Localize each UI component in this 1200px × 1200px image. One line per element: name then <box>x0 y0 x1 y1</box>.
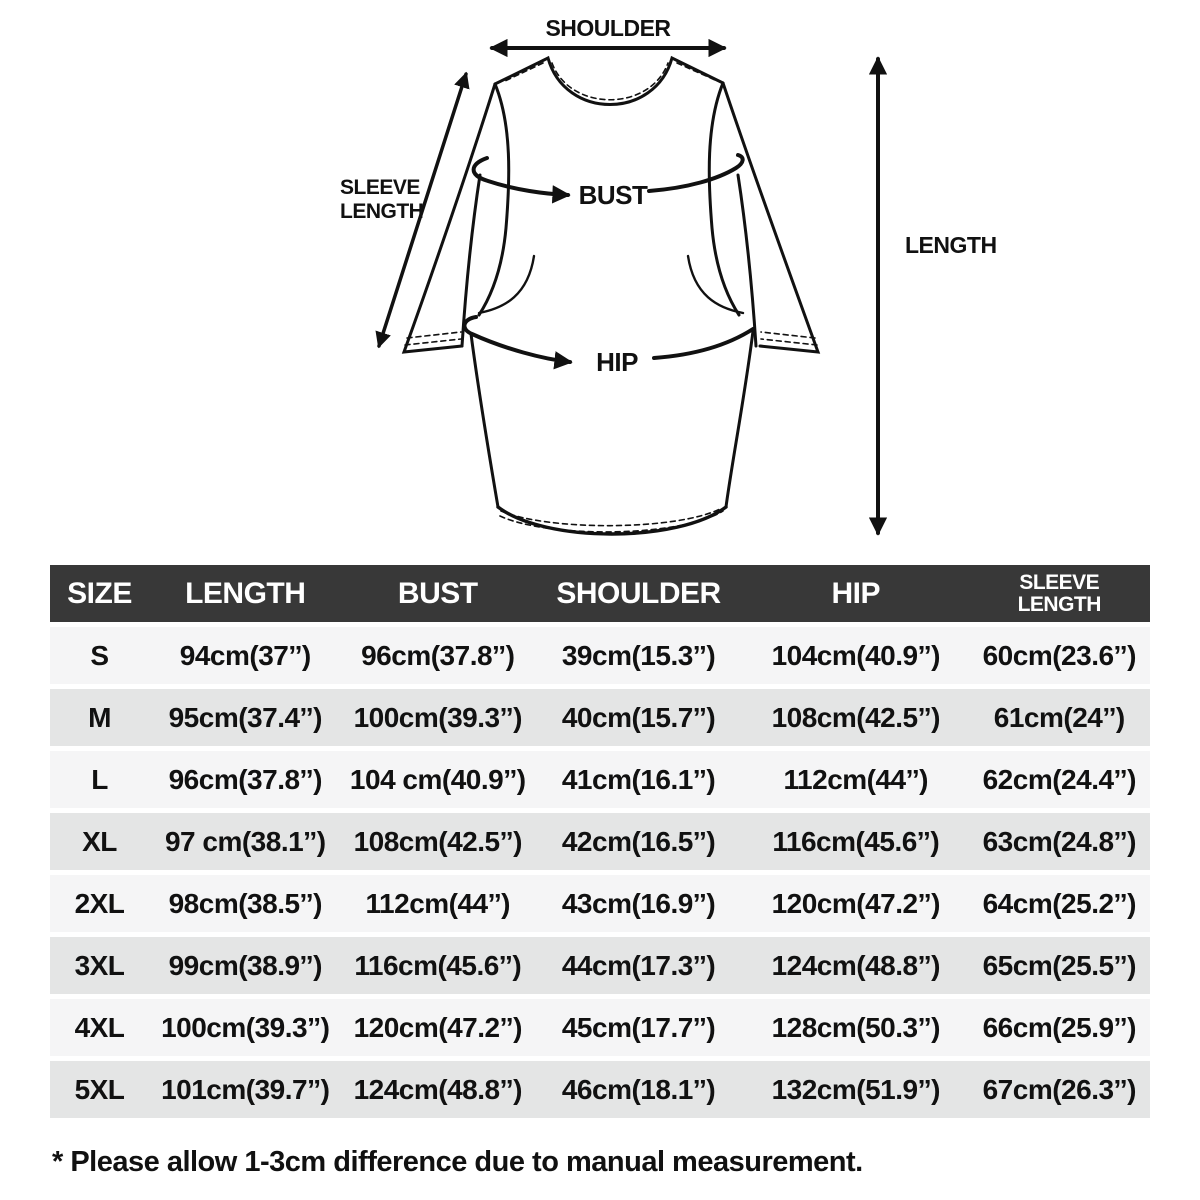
sleeve-value: 60cm(23.6’’) <box>982 639 1136 671</box>
hip-value: 108cm(42.5’’) <box>771 701 940 733</box>
shoulder-value: 43cm(16.9’’) <box>561 887 716 919</box>
sleeve-value: 61cm(24’’) <box>993 701 1125 733</box>
header-bust: BUST <box>397 576 478 610</box>
bust-label: BUST <box>578 180 648 210</box>
hip-line-right <box>654 329 753 358</box>
hip-value: 104cm(40.9’’) <box>771 639 940 671</box>
sleeve-value: 64cm(25.2’’) <box>982 887 1136 919</box>
length-value: 94cm(37’’) <box>179 639 311 671</box>
sleeve-value: 63cm(24.8’’) <box>982 825 1136 857</box>
length-value: 96cm(37.8’’) <box>168 763 322 795</box>
size-value: 4XL <box>74 1011 125 1043</box>
table-row-xl <box>50 813 1150 870</box>
table-row-2xl <box>50 875 1150 932</box>
bust-value: 108cm(42.5’’) <box>353 825 522 857</box>
sleeve-value: 65cm(25.5’’) <box>982 949 1136 981</box>
length-value: 98cm(38.5’’) <box>168 887 322 919</box>
table-row-3xl <box>50 937 1150 994</box>
shoulder-value: 40cm(15.7’’) <box>561 701 716 733</box>
size-value: 3XL <box>74 949 125 981</box>
header-sleeve-length <box>969 565 1151 622</box>
header-sleeve-line2: LENGTH <box>1017 592 1101 616</box>
header-size: SIZE <box>67 576 132 610</box>
hip-value: 116cm(45.6’’) <box>772 825 940 857</box>
size-value: M <box>88 701 111 733</box>
bust-line-right <box>649 155 743 191</box>
bust-value: 112cm(44’’) <box>365 887 510 919</box>
shoulder-value: 39cm(15.3’’) <box>561 639 716 671</box>
hip-value: 120cm(47.2’’) <box>771 887 940 919</box>
shoulder-value: 41cm(16.1’’) <box>561 763 716 795</box>
hip-arrow-left <box>464 317 570 362</box>
length-label: LENGTH <box>905 232 997 258</box>
size-value: XL <box>82 825 117 857</box>
size-value: 2XL <box>74 887 125 919</box>
size-value: 5XL <box>74 1073 125 1105</box>
table-row-s <box>50 627 1150 684</box>
measurement-disclaimer-note: * Please allow 1-3cm difference due to manual measurement. <box>52 1146 863 1178</box>
header-shoulder: SHOULDER <box>556 576 721 610</box>
bust-value: 104 cm(40.9’’) <box>349 763 526 795</box>
bust-arrow-left <box>474 158 568 195</box>
hip-label: HIP <box>596 347 638 377</box>
header-hip: HIP <box>831 576 880 610</box>
sleeve-length-label-line1: SLEEVE <box>340 176 420 199</box>
table-row-4xl <box>50 999 1150 1056</box>
sleeve-value: 66cm(25.9’’) <box>982 1011 1136 1043</box>
bust-value: 120cm(47.2’’) <box>353 1011 522 1043</box>
garment-outline-drawing <box>404 58 818 534</box>
sleeve-value: 62cm(24.4’’) <box>982 763 1136 795</box>
hip-value: 112cm(44’’) <box>783 763 928 795</box>
header-sleeve-line1: SLEEVE <box>1019 571 1100 595</box>
garment-measurement-diagram <box>0 0 1200 558</box>
table-row-l <box>50 751 1150 808</box>
size-chart-table <box>50 565 1150 1118</box>
shoulder-value: 44cm(17.3’’) <box>561 949 716 981</box>
bust-value: 96cm(37.8’’) <box>361 639 515 671</box>
table-row-m <box>50 689 1150 746</box>
bust-value: 116cm(45.6’’) <box>354 949 522 981</box>
size-value: L <box>91 763 108 795</box>
hip-value: 128cm(50.3’’) <box>771 1011 940 1043</box>
shoulder-value: 46cm(18.1’’) <box>561 1073 716 1105</box>
bust-value: 100cm(39.3’’) <box>353 701 522 733</box>
length-value: 95cm(37.4’’) <box>168 701 322 733</box>
header-length: LENGTH <box>185 576 306 610</box>
size-value: S <box>90 639 109 671</box>
sleeve-length-label-line2: LENGTH <box>340 200 424 223</box>
shoulder-value: 45cm(17.7’’) <box>561 1011 716 1043</box>
bust-value: 124cm(48.8’’) <box>353 1073 522 1105</box>
hip-value: 124cm(48.8’’) <box>771 949 940 981</box>
sleeve-value: 67cm(26.3’’) <box>982 1073 1136 1105</box>
shoulder-label: SHOULDER <box>545 15 671 41</box>
table-header-row <box>50 565 1150 622</box>
table-row-5xl <box>50 1061 1150 1118</box>
length-value: 101cm(39.7’’) <box>161 1073 330 1105</box>
length-value: 99cm(38.9’’) <box>168 949 322 981</box>
shoulder-value: 42cm(16.5’’) <box>561 825 716 857</box>
length-value: 100cm(39.3’’) <box>161 1011 330 1043</box>
length-value: 97 cm(38.1’’) <box>164 825 326 857</box>
hip-value: 132cm(51.9’’) <box>771 1073 940 1105</box>
